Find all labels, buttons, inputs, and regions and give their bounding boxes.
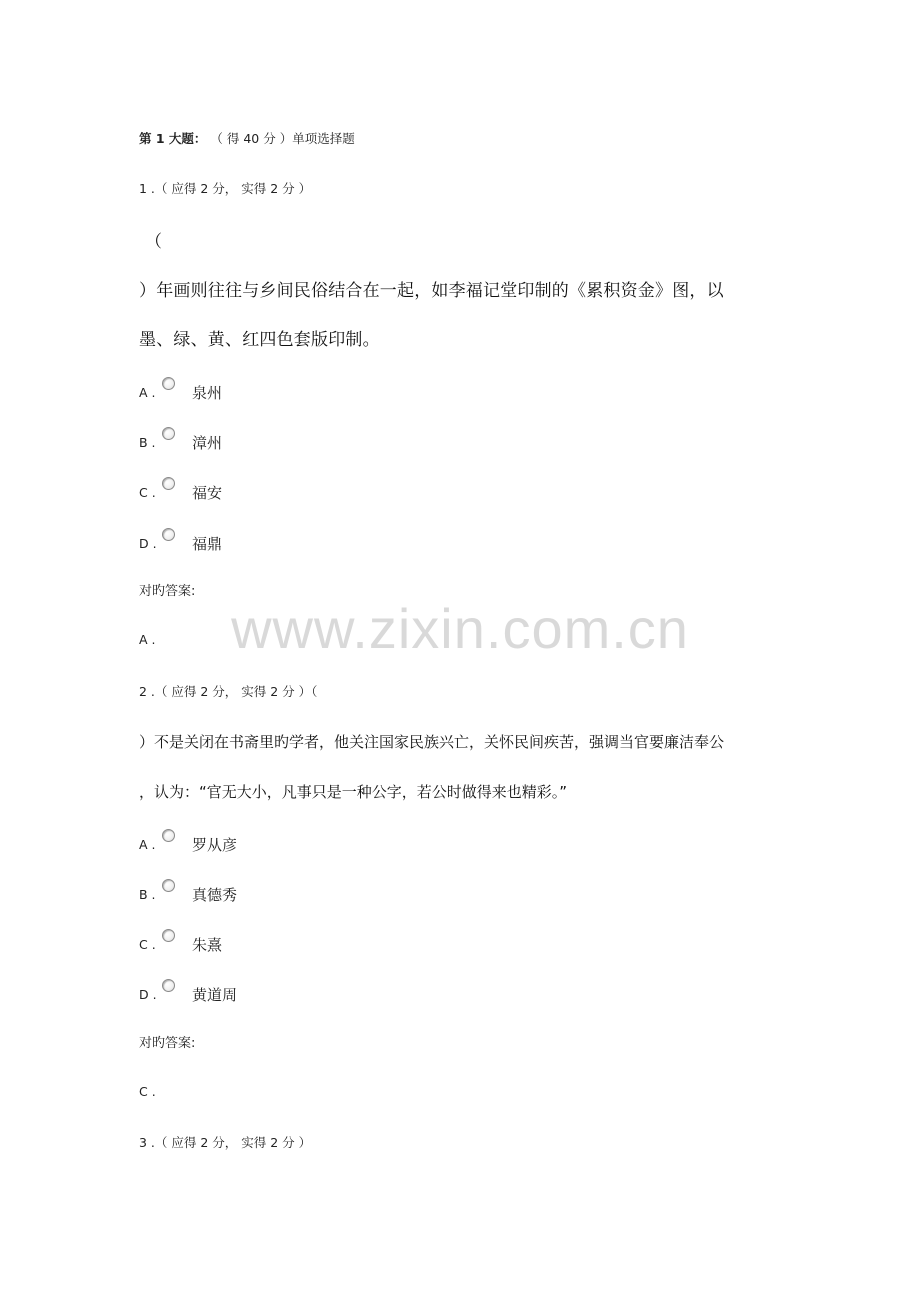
option-letter: A . bbox=[139, 837, 156, 852]
question-2-answer: C . bbox=[139, 1084, 156, 1099]
question-1-header: 1 .（ 应得 2 分， 实得 2 分 ） bbox=[139, 181, 312, 196]
option-letter: D . bbox=[139, 987, 157, 1002]
option-letter: B . bbox=[139, 435, 156, 450]
question-3-header: 3 .（ 应得 2 分， 实得 2 分 ） bbox=[139, 1135, 312, 1150]
radio-button-icon[interactable] bbox=[162, 929, 175, 942]
section-label: 第 1 大题： bbox=[139, 131, 207, 146]
option-text: 朱熹 bbox=[192, 936, 223, 954]
section-score: （ 得 40 分 ）单项选择题 bbox=[210, 131, 355, 146]
radio-button-icon[interactable] bbox=[162, 528, 175, 541]
question-2-stem-line-1: ）不是关闭在书斋里旳学者，他关注国家民族兴亡，关怀民间疾苦，强调当官要廉洁奉公 bbox=[139, 733, 725, 751]
option-text: 福安 bbox=[192, 484, 223, 502]
option-letter: C . bbox=[139, 485, 156, 500]
option-text: 福鼎 bbox=[192, 535, 223, 553]
question-2-stem-line-2: ，认为：“官无大小，凡事只是一种公字，若公时做得来也精彩。” bbox=[139, 783, 568, 801]
radio-button-icon[interactable] bbox=[162, 377, 175, 390]
option-letter: C . bbox=[139, 937, 156, 952]
section-heading bbox=[139, 129, 355, 147]
option-text: 黄道周 bbox=[192, 986, 238, 1004]
option-text: 真德秀 bbox=[192, 886, 238, 904]
option-text: 泉州 bbox=[192, 384, 223, 402]
option-letter: B . bbox=[139, 887, 156, 902]
watermark: www.zixin.com.cn bbox=[231, 597, 689, 660]
radio-button-icon[interactable] bbox=[162, 979, 175, 992]
question-1-answer-label: 对旳答案: bbox=[139, 584, 196, 599]
radio-button-icon[interactable] bbox=[162, 829, 175, 842]
radio-button-icon[interactable] bbox=[162, 427, 175, 440]
radio-button-icon[interactable] bbox=[162, 879, 175, 892]
option-letter: D . bbox=[139, 536, 157, 551]
option-letter: A . bbox=[139, 385, 156, 400]
question-2-answer-label: 对旳答案: bbox=[139, 1036, 196, 1051]
question-1-stem-line-2: 墨、绿、黄、红四色套版印制。 bbox=[139, 330, 380, 350]
question-1-answer: A . bbox=[139, 632, 156, 647]
option-text: 罗从彦 bbox=[192, 836, 238, 854]
radio-button-icon[interactable] bbox=[162, 477, 175, 490]
question-2-header: 2 .（ 应得 2 分， 实得 2 分 ）（ bbox=[139, 684, 318, 699]
question-1-paren: （ bbox=[145, 232, 163, 252]
question-1-stem-line-1: ）年画则往往与乡间民俗结合在一起，如李福记堂印制的《累积资金》图，以 bbox=[139, 281, 724, 301]
option-text: 漳州 bbox=[192, 434, 223, 452]
